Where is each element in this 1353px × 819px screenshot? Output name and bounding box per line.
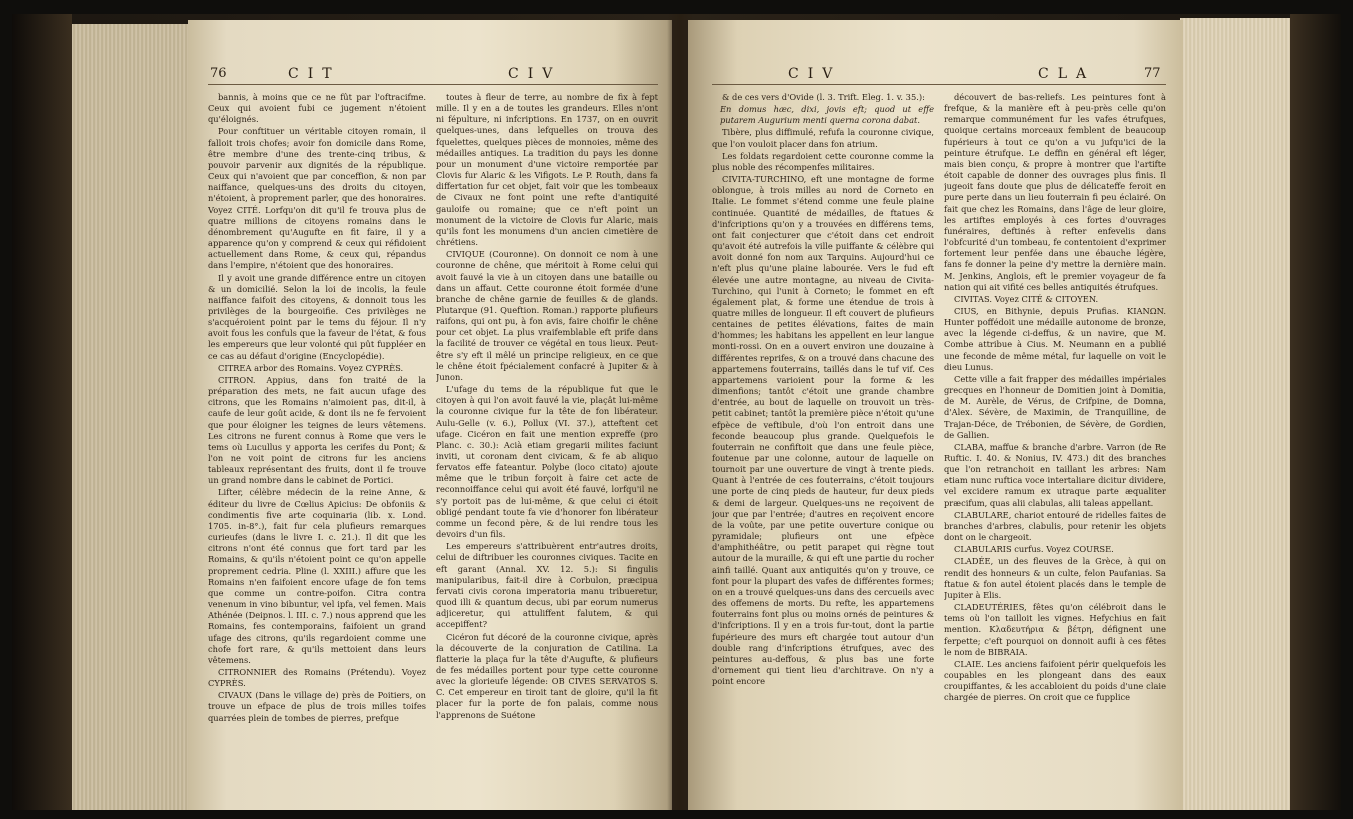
paragraph: CITRONNIER des Romains (Prétendu). Voyez CYPRÈS.	[208, 666, 426, 689]
header-rule-right	[712, 84, 1166, 85]
paragraph: Tibère, plus diffimulé, refufa la couronne civique, que l'on vouloit placer dans fon atrium.	[712, 127, 934, 149]
paragraph: bannis, à moins que ce ne fût par l'oftracifme. Ceux qui avoient fubi ce jugement n'étoient qu'éloignés.	[208, 92, 426, 125]
paragraph: En domus hæc, dixi, jovis eft; quod ut effe putarem Augurium menti querna corona dabat.	[720, 104, 934, 126]
paragraph: CLABULARE, chariot entouré de ridelles faites de branches d'arbres, clabulis, pour retenir les objets dont on le chargeoit.	[944, 509, 1166, 543]
paragraph: L'ufage du tems de la république fut que le citoyen à qui l'on avoit fauvé la vie, plaçât lui-même la couronne civique fur la tête de fon libérateur. Aulu-Gelle (v. 6.), Pollux (VI. 37.), atteftent cet ufage. Cicéron en fait une mention expreffe (pro Planc. c. 30.): Acià etiam gregarii milites faciunt inviti, ut coronam dent civicam, & fe ab aliquo fervatos effe fateantur. Polybe (loco citato) ajoute même que le tribun forçoit à faire cet acte de reconnoiffance celui qui avoit été fauvé, lorfqu'il ne s'y portoit pas de lui-même, & que celui ci étoit obligé pendant toute fa vie d'honorer fon libérateur comme un fecond père, & de lui rendre tous les devoirs d'un fils.	[436, 384, 658, 540]
paragraph: CLADEUTÉRIES, fêtes qu'on célébroit dans le tems où l'on tailloit les vignes. Hefychius en fait mention. Κλαδευτήρια & βέτρη, défignent une ferpette; c'eft pourquoi on donnoit aufli à ces fêtes le nom de BIBRAIA.	[944, 602, 1166, 657]
paragraph: CIVITA-TURCHINO, eft une montagne de forme oblongue, à trois milles au nord de Corneto en Italie. Le fommet s'étend comme une feule plaine continuée. Quantité de médailles, de ftatues & d'infcriptions qu'on y a trouvées en différens tems, ont fait conjecturer que c'étoit dans cet endroit qu'avoit été autrefois la ville puiffante & célèbre qui avoit donné fon nom aux Tarquins. Aujourd'hui ce n'eft plus qu'une plaine labourée. Vers le fud eft élevée une autre montagne, au niveau de Civita-Turchino, qui l'unit à Corneto; le fommet en eft également plat, & forme une étendue de trois à quatre milles de longueur. Il eft couvert de plufieurs centaines de petites élévations, faites de main d'hommes; les habitans les appellent en leur langue monti-rossi. On en a ouvert environ une douzaine à différentes reprifes, & on a trouvé dans chacune des appartemens fouterrains, taillés dans le tuf vif. Ces appartemens varioient pour la forme & les dimenfions; tantôt c'étoit une grande chambre d'entrée, au bout de laquelle on trouvoit un très-petit cabinet; tantôt la première pièce n'étoit qu'une efpèce de veftibule, d'où l'on entroit dans une feconde beaucoup plus grande. Quelquefois le fouterrain ne confiftoit que dans une feule pièce, foutenue par une colonne, autour de laquelle on tournoit par une ouverture de vingt à trente pieds. Quant à l'entrée de ces fouterrains, c'étoit toujours une porte de cinq pieds de hauteur, fur deux pieds & demi de largeur. Quelques-uns ne reçoivent de jour que par l'entrée; d'autres en reçoivent encore de la voûte, par une petite ouverture conique ou pyramidale; plufieurs ont une efpèce d'amphithéâtre, ou petit parapet qui règne tout autour de la muraille, & qui eft une partie du rocher ainfi taillé. Quant aux antiquités qu'on y trouve, ce font pour la plupart des vafes de différentes formes; on en a trouvé quelques-uns dans des cercueils avec des offemens de morts. Du refte, les appartemens fouterrains font plus ou moins ornés de peintures & d'infcriptions. Il y en a trois fur-tout, dont la partie fupérieure des murs eft chargée tout autour d'un double rang d'infcriptions étrufques, avec des peintures au-deffous, & plus bas une forte d'ornement qui tient lieu d'architrave. On n'y a point encore	[712, 174, 934, 687]
paragraph: découvert de bas-reliefs. Les peintures font à frefque, & la manière eft à peu-près celle qu'on remarque communément fur les vafes étrufques, quoique certains morceaux femblent de beaucoup fupérieurs à tout ce qu'on a vu jufqu'ici de la peinture étrufque. Le deffin en général eft léger, mais bien conçu, & propre à montrer que l'artifte étoit capable de donner des ouvrages plus finis. Il jugeoit fans doute que plus de délicateffe feroit en pure perte dans un lieu fouterrain fi peu éclairé. On fait que chez les Romains, dans l'âge de leur gloire, les artiftes employés à ces fortes d'ouvrages funéraires, deftinés à refter enfevelis dans l'obfcurité d'un tombeau, fe contentoient d'exprimer fortement leur penfée dans une ébauche légère, fans fe donner la peine d'y mettre la dernière main. M. Jenkins, Anglois, eft le premier voyageur de fa nation qui ait vifité ces belles antiquités étrufques.	[944, 92, 1166, 292]
paragraph: & de ces vers d'Ovide (l. 3. Trift. Eleg. 1. v. 35.):	[722, 92, 925, 102]
paragraph: CLADÉE, un des fleuves de la Grèce, à qui on rendit des honneurs & un culte, felon Paufanias. Sa ftatue & fon autel étoient placés dans le temple de Jupiter à Elis.	[944, 556, 1166, 600]
paragraph: Les foldats regardoient cette couronne comme la plus noble des récompenfes militaires.	[712, 150, 934, 172]
header-rule-left	[208, 84, 658, 85]
running-head-left-a: CIT	[288, 66, 341, 82]
paragraph: toutes à fleur de terre, au nombre de fix à fept mille. Il y en a de toutes les grandeurs. Elles n'ont ni fépulture, ni infcriptions. En 1737, on en ouvrit quelques-unes, dans lefquelles on trouva des fquelettes, quelques pièces de monnoies, même des médailles antiques. La tradition du pays les donne pour un monument d'une victoire remportée par Clovis fur Alaric & les Vifigots. Le P. Routh, dans fa differtation fur cet objet, fait voir que les tombeaux de Civaux ne font point une refte d'antiquité gauloife ou romaine; que ce n'eft point un monument de la victoire de Clovis fur Alaric, mais qu'ils font les monumens d'un ancien cimetière de chrétiens.	[436, 92, 658, 248]
book-cover-shadow-left	[12, 14, 72, 810]
right-page	[688, 20, 1183, 810]
paragraph: CITRON. Appius, dans fon traité de la préparation des mets, ne fait aucun ufage des citrons, que les Romains n'aimoient pas, dit-il, à caufe de leur goût acide, & dont ils ne fe fervoient que pour éloigner les teignes de leurs vêtemens. Les citrons ne furent connus à Rome que vers le tems où Lucullus y apporta les cerifes du Pont; & l'on ne voit point de citrons fur les anciens tableaux représentant des fruits, dont il fe trouve un grand nombre dans le cabinet de Portici.	[208, 374, 426, 486]
page-number-left: 76	[210, 66, 227, 81]
paragraph: Lifter, célèbre médecin de la reine Anne, & éditeur du livre de Cœlius Apicius: De obfoniis & condimentis five arte coquinaria (lib. x. Lond. 1705. in-8°.), fait fur cela plufieurs remarques curieufes (dans le livre I. c. 21.). Il dit que les citrons n'ont été connus que fort tard par les Romains, & qu'ils n'étoient point ce qu'on appelle proprement cedria. Pline (l. XXIII.) affure que les Romains n'en faifoient encore ufage de fon tems que comme un contre-poifon. Citra contra venenum in vino bibuntur, vel ipfa, vel femen. Mais Athénée (Deipnos. l. III. c. 7.) nous apprend que les Romains, fes contemporains, faifoient un grand ufage des citrons, qu'ils regardoient comme une chofe fort rare, & qu'ils mettoient dans leurs vêtemens.	[208, 487, 426, 665]
paragraph: CIVITAS. Voyez CITÉ & CITOYEN.	[954, 293, 1099, 304]
book-cover-shadow-right	[1290, 14, 1341, 810]
paragraph: CLABA, maffue & branche d'arbre. Varron (de Re Ruftic. I. 40. & Nonius, IV. 473.) dit des branches que l'on retranchoit en taillant les arbres: Nam etiam nunc ruftica voce intertaliare dicitur dividere, vel excidere ramum ex utraque parte æqualiter præcifum, quas alii clabulas, alii taleas appellant.	[944, 441, 1166, 508]
paragraph: Pour conftituer un véritable citoyen romain, il falloit trois chofes; avoir fon domicile dans Rome, être membre d'une des trente-cinq tribus, & pouvoir parvenir aux dignités de la république. Ceux qui n'avoient que par conceffion, & non par naiffance, quelques-uns des droits du citoyen, n'étoient, à proprement parler, que des honoraires. Voyez CITÉ. Lorfqu'on dit qu'il fe trouva plus de quatre millions de citoyens romains dans le dénombrement qu'Augufte en fit faire, il y a apparence qu'on y comprend & ceux qui réfidoient actuellement dans Rome, & ceux qui, répandus dans l'empire, n'étoient que des honoraires.	[208, 126, 426, 271]
open-book	[12, 14, 1341, 810]
paragraph: CLAIE. Les anciens faifoient périr quelquefois les coupables en les plongeant dans des eaux croupiffantes, & les accabloient du poids d'une claie chargée de pierres. On croit que ce fupplice	[944, 658, 1166, 703]
paragraph: Les empereurs s'attribuèrent entr'autres droits, celui de diftribuer les couronnes civiques. Tacite en eft garant (Annal. XV. 12. 5.): Si fingulis manipularibus, fait-il dire à Corbulon, præcipua fervati civis corona imperatoria manu tribueretur, quod illi & quantum decus, ubi par eorum numerus adjiceretur, qui attuliffent falutem, & qui accepiffent?	[436, 541, 658, 630]
running-head-left-b: CIV	[508, 66, 562, 82]
paragraph: Cicéron fut décoré de la couronne civique, après la découverte de la conjuration de Catilina. La flatterie la plaça fur la tête d'Augufte, & plufieurs de fes médailles portent pour type cette couronne avec la glorieufe légende: OB CIVES SERVATOS S. C. Cet empereur en tiroit tant de gloire, qu'il la fit placer fur la porte de fon palais, comme nous l'apprenons de Suétone	[436, 631, 658, 720]
left-column-b	[436, 92, 658, 802]
paragraph: CIVAUX (Dans le village de) près de Poitiers, on trouve un efpace de plus de trois milles toifes quarrées plein de tombes de pierres, prefque	[208, 690, 426, 723]
right-column-b	[944, 92, 1166, 802]
paragraph: CIUS, en Bithynie, depuis Prufias. KIANΩN. Hunter poffédoit une médaille autonome de bronze, avec la légende ci-deffus, & un navire, que M. Combe attribue à Cius. M. Neumann en a publié une feconde de même métal, fur laquelle on voit le dieu Lunus.	[944, 305, 1166, 372]
page-edges-left	[72, 24, 188, 810]
paragraph: CIVIQUE (Couronne). On donnoit ce nom à une couronne de chêne, que méritoit à Rome celui qui avoit fauvé la vie à un citoyen dans une bataille ou dans un affaut. Cette couronne étoit formée d'une branche de chêne garnie de feuilles & de glands. Plutarque (91. Queftion. Roman.) rapporte plufieurs raifons, qui ont pu, à fon avis, faire choifir le chêne pour cet objet. La plus vraifemblable eft prife dans la facilité de trouver ce végétal en tous lieux. Peut-être s'y eft il mêlé un principe religieux, en ce que le chêne étoit fpécialement confacré à Jupiter & à Junon.	[436, 249, 658, 382]
left-column-a	[208, 92, 426, 802]
running-head-right-b: CLA	[1038, 66, 1096, 82]
left-page	[188, 20, 672, 810]
paragraph: Il y avoit une grande différence entre un citoyen & un domicilié. Selon la loi de incolis, la feule naiffance faifoit des citoyens, & donnoit tous les privilèges de la bourgeoifie. Ces privilèges ne s'acquéroient point par le tems du féjour. Il n'y avoit fous les confuls que la faveur de l'état, & fous les empereurs que leur volonté qui pût fuppléer en ce cas au défaut d'origine (Encyclopédie).	[208, 272, 426, 361]
page-edges-right	[1180, 18, 1290, 810]
running-head-right-a: CIV	[788, 66, 842, 82]
right-column-a	[712, 92, 934, 802]
paragraph: Cette ville a fait frapper des médailles impériales grecques en l'honneur de Domitien joint à Domitia, de M. Aurèle, de Vérus, de Crifpine, de Domna, d'Alex. Sévère, de Maximin, de Tranquilline, de Trajan-Déce, de Trébonien, de Sévère, de Gordien, de Gallien.	[944, 373, 1166, 440]
page-number-right: 77	[1144, 66, 1161, 81]
paragraph: CLABULARIS curfus. Voyez COURSE.	[954, 544, 1114, 555]
paragraph: CITREA arbor des Romains. Voyez CYPRÈS.	[218, 362, 404, 373]
